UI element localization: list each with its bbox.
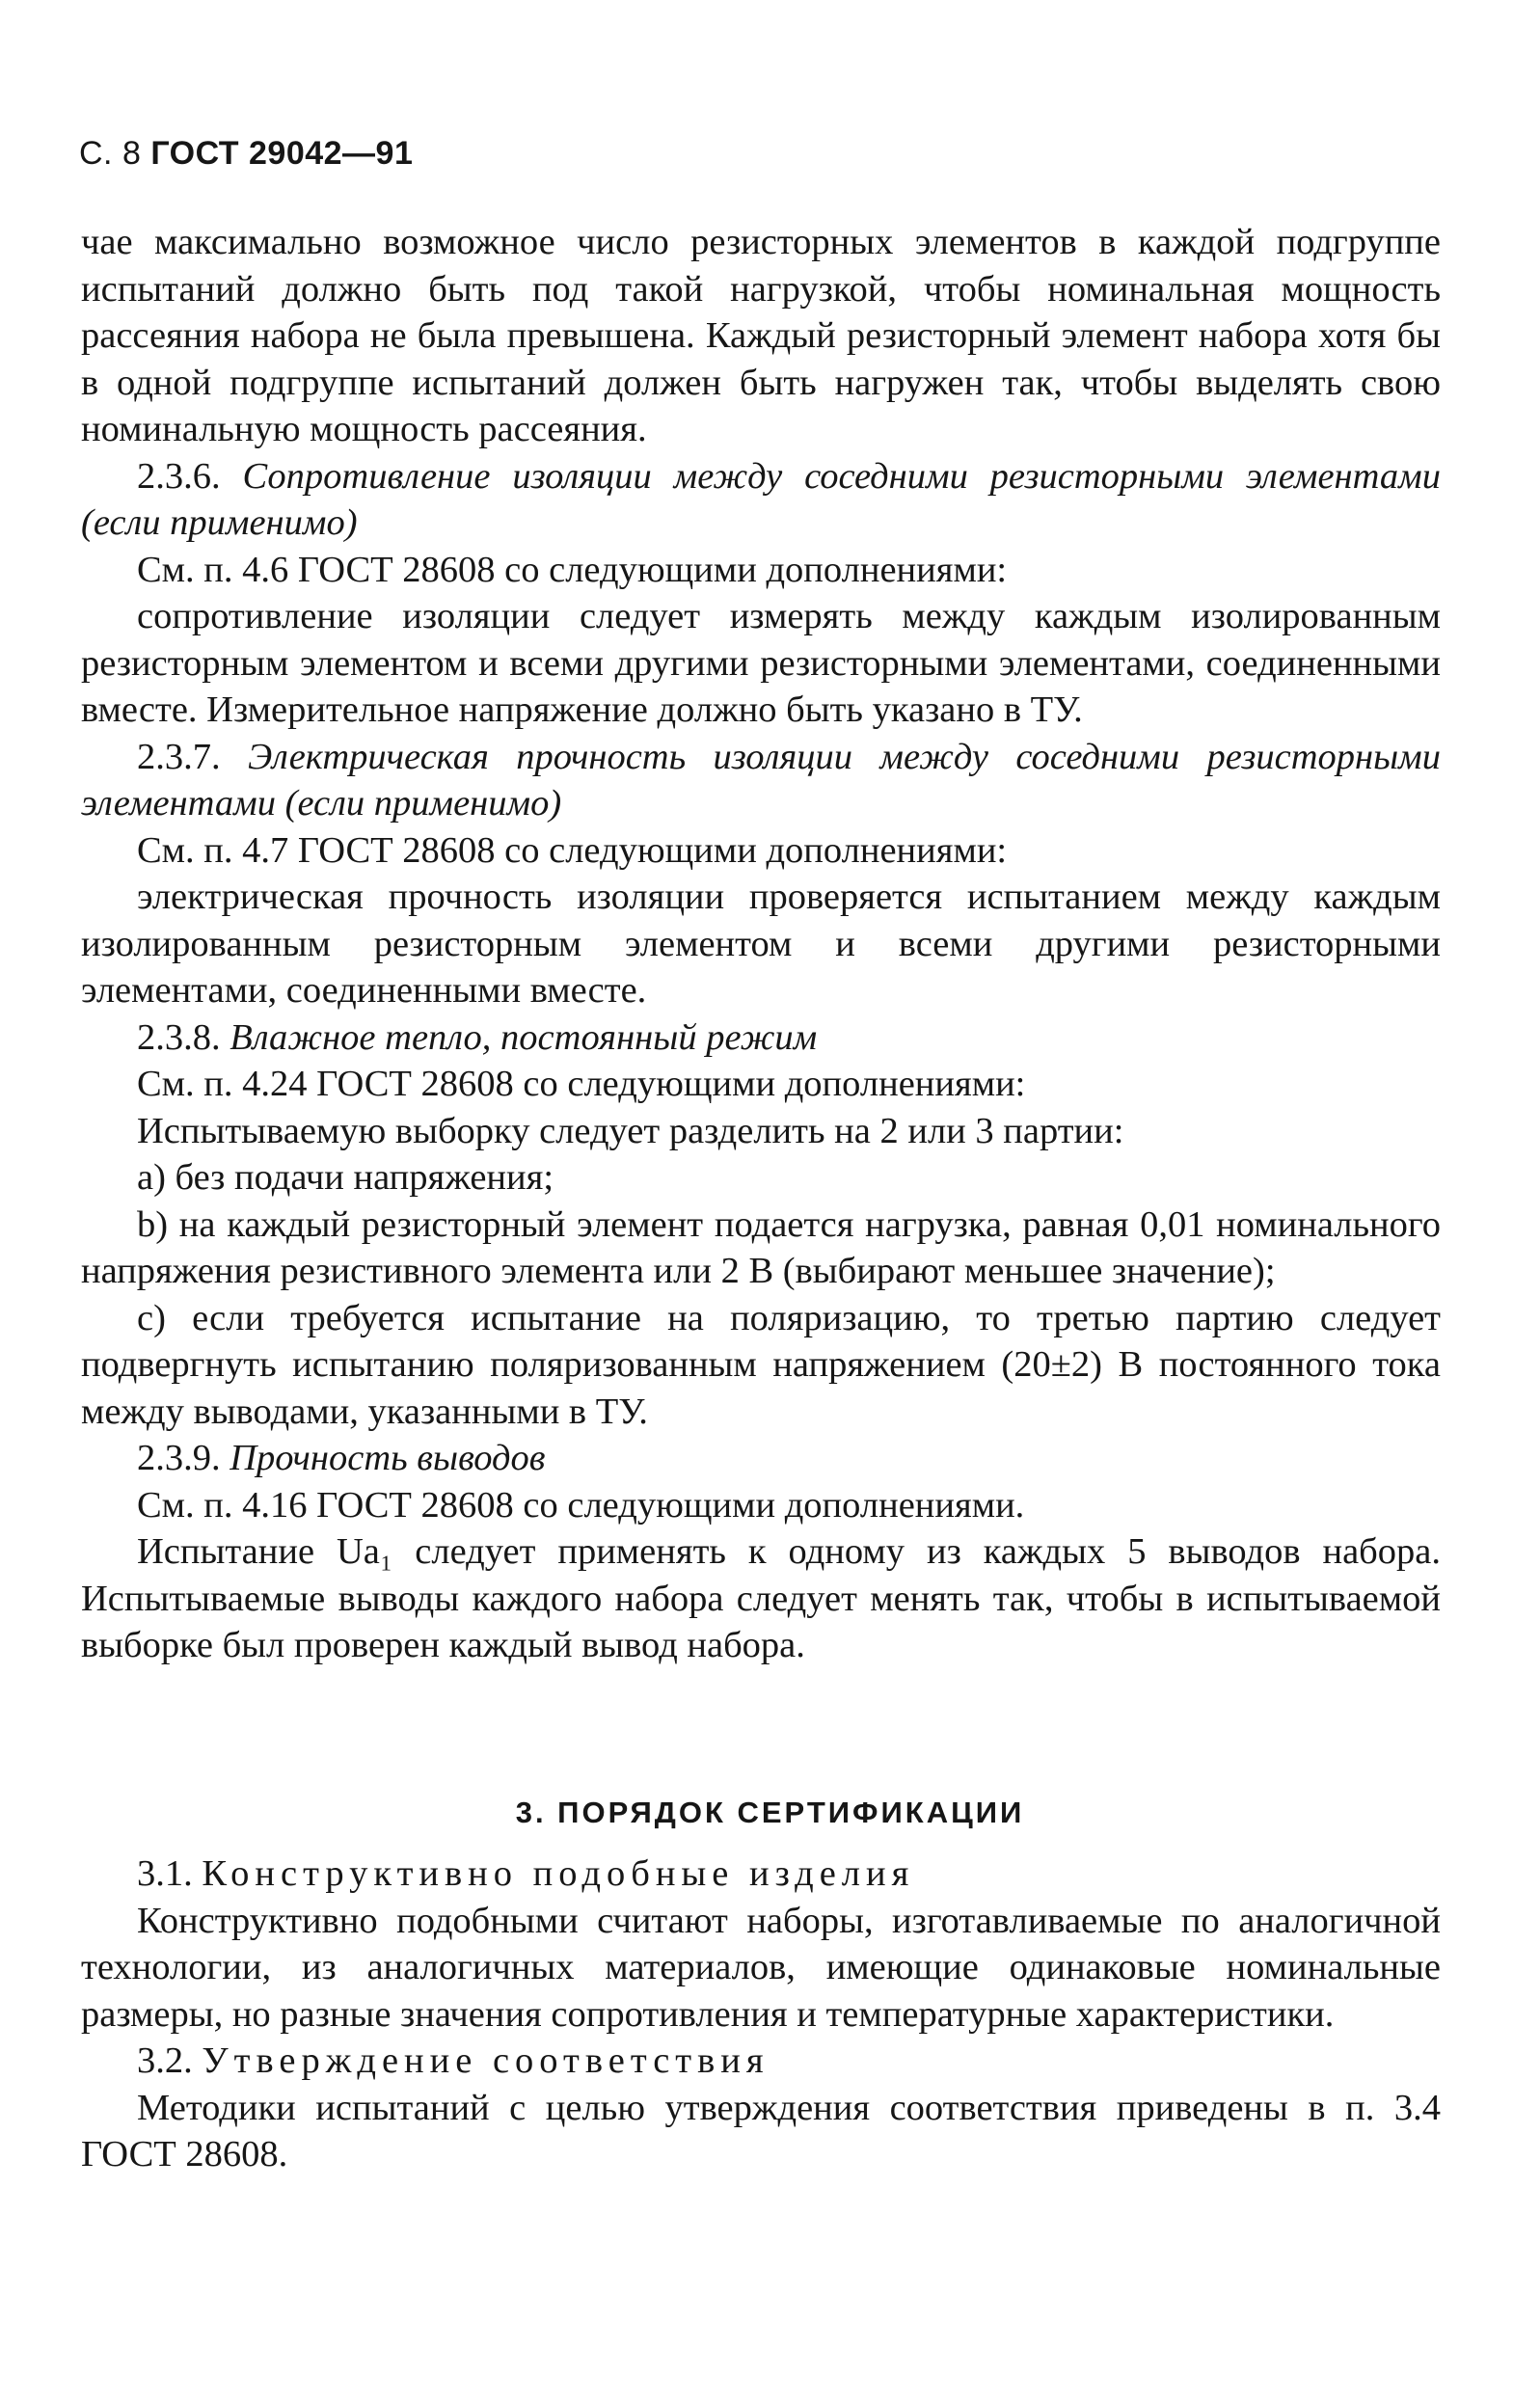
page-header	[79, 135, 413, 173]
list-item-b: b) на каждый резисторный элемент подается нагрузка, равная 0,01 номинального напряжения резистивного элемента или 2 В (выбирают меньшее значение);	[81, 1203, 1441, 1291]
clause-title: Сопротивление изоляции между соседними резисторными элементами (если применимо)	[81, 455, 1442, 543]
clause-2-3-8	[81, 1014, 1441, 1062]
clause-title: Электрическая прочность изоляции между соседними резисторными элементами (если применимо)	[81, 736, 1441, 824]
clause-number: 2.3.9.	[137, 1438, 221, 1478]
paragraph: электрическая прочность изоляции проверяется испытанием между каждым изолированным резисторным элементом и всеми другими резисторными элементами, соединенными вместе.	[81, 877, 1441, 1011]
list-item-a: a) без подачи напряжения;	[137, 1157, 554, 1198]
clause-2-3-7	[81, 734, 1441, 827]
section-2-continuation	[81, 219, 1441, 1669]
clause-number: 3.1.	[137, 1853, 193, 1894]
paragraph: Испытание Ua₁ следует применять к одному из каждых 5 выводов набора. Испытываемые выводы каждого набора следует менять так, чтобы в испытываемой выборке был проверен каждый вывод набора.	[81, 1531, 1441, 1665]
paragraph: См. п. 4.6 ГОСТ 28608 со следующими дополнениями:	[137, 549, 1008, 590]
clause-2-3-9	[81, 1435, 1441, 1482]
clause-title: Утверждение соответствия	[202, 2040, 770, 2081]
clause-2-3-6	[81, 453, 1441, 547]
paragraph: Конструктивно подобными считают наборы, изготавливаемые по аналогичной технологии, из аналогичных материалов, имеющие одинаковые номинальные размеры, но разные значения сопротивления и температурные характеристики.	[81, 1900, 1441, 2035]
paragraph: сопротивление изоляции следует измерять между каждым изолированным резисторным элементом и всеми другими резисторными элементами, соединенными вместе. Измерительное напряжение должно быть указано в ТУ.	[81, 596, 1441, 730]
clause-title: Влажное тепло, постоянный режим	[230, 1016, 818, 1058]
section-heading: 3. ПОРЯДОК СЕРТИФИКАЦИИ	[515, 1796, 1025, 1829]
clause-title: Конструктивно подобные изделия	[202, 1853, 915, 1894]
paragraph: См. п. 4.7 ГОСТ 28608 со следующими дополнениями:	[137, 829, 1008, 871]
clause-number: 2.3.7.	[137, 736, 221, 777]
paragraph: чае максимально возможное число резисторных элементов в каждой подгруппе испытаний должно быть под такой нагрузкой, чтобы номинальная мощность рассеяния набора не была превышена. Каждый резисторный элемент набора хотя бы в одной подгруппе испытаний должен быть нагружен так, чтобы выделять свою номинальную мощность рассеяния.	[81, 222, 1441, 449]
list-item-c: c) если требуется испытание на поляризацию, то третью партию следует подвергнуть испытанию поляризованным напряжением (20±2) В постоянного тока между выводами, указанными в ТУ.	[81, 1297, 1441, 1432]
clause-number: 2.3.8.	[137, 1016, 221, 1058]
paragraph: Методики испытаний с целью утверждения соответствия приведены в п. 3.4 ГОСТ 28608.	[81, 2087, 1441, 2174]
clause-title: Прочность выводов	[230, 1438, 546, 1478]
clause-3-2	[81, 2038, 1441, 2085]
paragraph: См. п. 4.16 ГОСТ 28608 со следующими дополнениями.	[137, 1484, 1025, 1526]
clause-number: 3.2.	[137, 2040, 193, 2081]
paragraph: См. п. 4.24 ГОСТ 28608 со следующими дополнениями:	[137, 1064, 1026, 1104]
section-3-body	[81, 1850, 1441, 2178]
paragraph: Испытываемую выборку следует разделить на 2 или 3 партии:	[137, 1110, 1124, 1151]
clause-3-1	[81, 1850, 1441, 1898]
clause-number: 2.3.6.	[137, 455, 221, 497]
page-number: С. 8	[79, 135, 142, 172]
standard-code: ГОСТ 29042—91	[150, 135, 414, 172]
